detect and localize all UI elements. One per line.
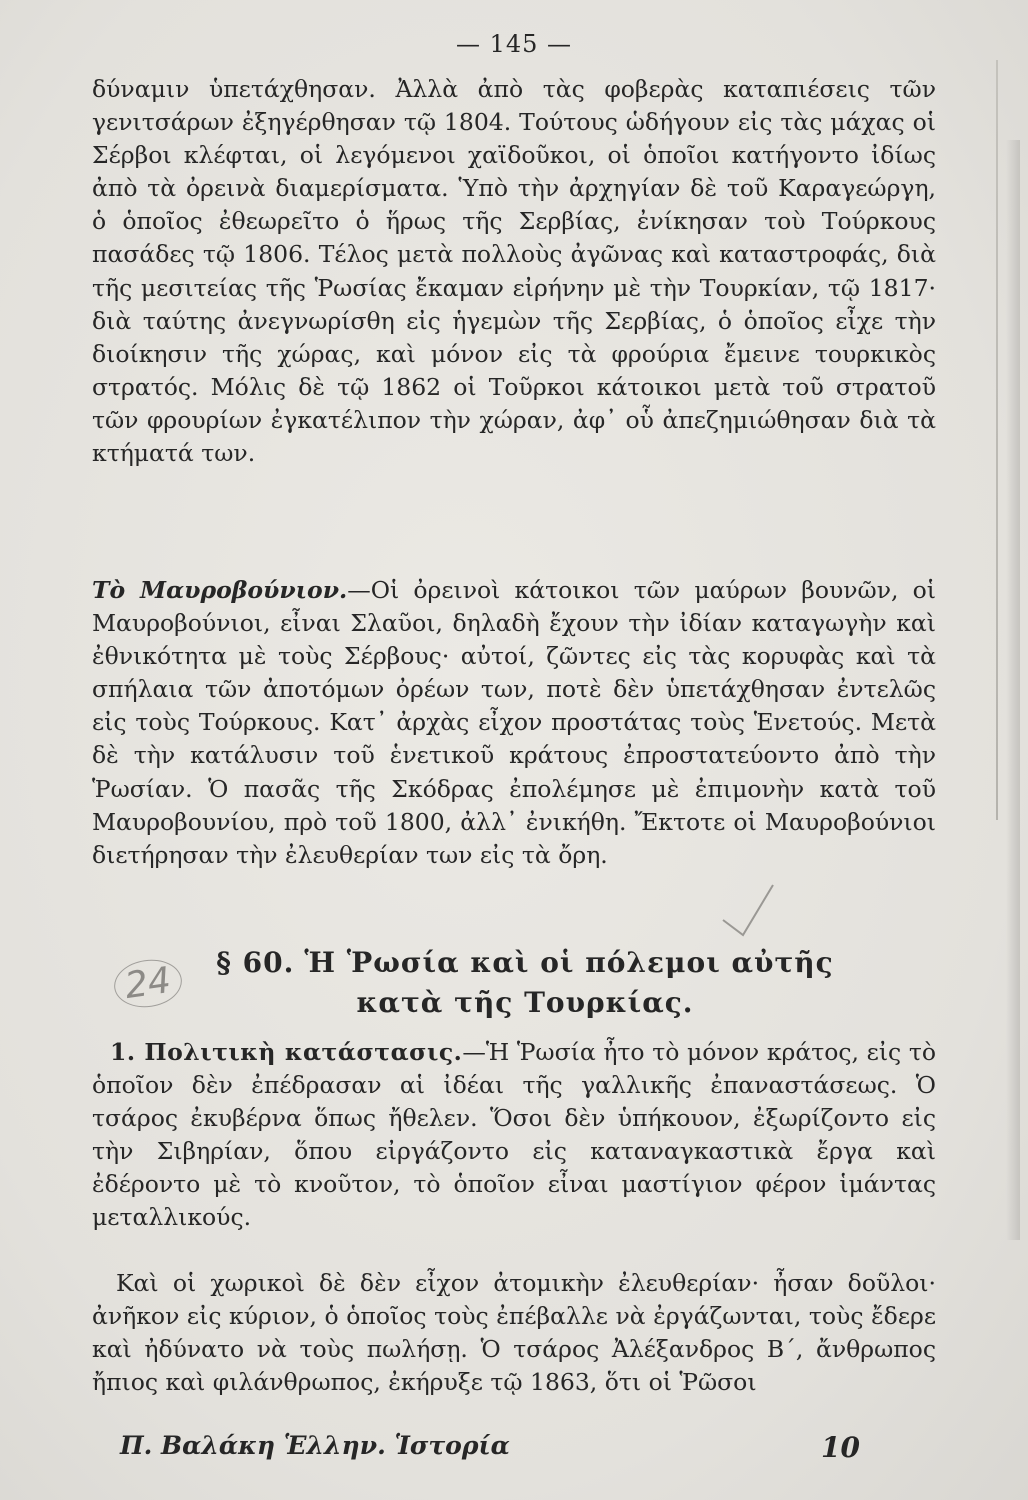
section-heading [175, 943, 875, 1023]
page-footer [120, 1431, 860, 1464]
runin-heading: 1. Πολιτικὴ κατάστασις. [110, 1038, 463, 1066]
footer-signature: Π. Βαλάκη Ἑλλην. Ἱστορία [120, 1431, 510, 1460]
paragraph-montenegro [92, 574, 936, 872]
paragraph-body [92, 574, 936, 872]
paragraph-text: —Οἱ ὀρεινοὶ κάτοικοι τῶν μαύρων βουνῶν, οἱ Μαυροβούνιοι, εἶναι Σλαῦοι, δηλαδὴ ἔχουν τὴν ἰδίαν καταγωγὴν καὶ ἐθνικότητα μὲ τοὺς Σέρβους· αὐτοί, ζῶντες εἰς τὰς κορυφὰς καὶ τὰ σπήλαια τῶν ἀποτόμων ὀρέων των, ποτὲ δὲν ὑπετάχθησαν ἐντελῶς εἰς τοὺς Τούρκους. Κατ᾽ ἀρχὰς εἶχον προστάτας τοὺς Ἑνετούς. Μετὰ δὲ τὴν κατάλυσιν τοῦ ἑνετικοῦ κράτους ἐπροστατεύοντο ἀπὸ τὴν Ῥωσίαν. Ὁ πασᾶς τῆς Σκόδρας ἐπολέμησε μὲ ἐπιμονὴν κατὰ τοῦ Μαυροβουνίου, πρὸ τοῦ 1800, ἀλλ᾽ ἐνικήθη. Ἔκτοτε οἱ Μαυροβούνιοι διετήρησαν τὴν ἐλευθερίαν των εἰς τὰ ὄρη. [92, 576, 937, 869]
paragraph-body [92, 1036, 936, 1235]
section-number: § 60. [216, 946, 295, 979]
page-fold-line [996, 60, 998, 820]
paragraph-text: Καὶ οἱ χωρικοὶ δὲ δὲν εἶχον ἀτομικὴν ἐλευθερίαν· ἦσαν δοῦλοι· ἀνῆκον εἰς κύριον, ὁ ὁποῖος τοὺς ἐπέβαλλε νὰ ἐργάζωνται, τοὺς ἔδερε καὶ ἠδύνατο νὰ τοὺς πωλήσῃ. Ὁ τσάρος Ἀλέξανδρος Β´, ἄνθρωπος ἤπιος καὶ φιλάνθρωπος, ἐκήρυξε τῷ 1863, ὅτι οἱ Ῥῶσοι [92, 1269, 936, 1397]
pencil-annotation: 24 [111, 956, 185, 1012]
paragraph-serfdom [92, 1267, 936, 1399]
section-title-line-1 [175, 943, 875, 983]
section-title-line-2: κατὰ τῆς Τουρκίας. [356, 986, 694, 1019]
page-edge-shadow [1006, 140, 1020, 1240]
paragraph-text: —Ἡ Ῥωσία ἦτο τὸ μόνον κράτος, εἰς τὸ ὁποῖον δὲν ἐπέδρασαν αἱ ἰδέαι τῆς γαλλικῆς ἐπαναστάσεως. Ὁ τσάρος ἐκυβέρνα ὅπως ἤθελεν. Ὅσοι δὲν ὑπήκουον, ἐξωρίζοντο εἰς τὴν Σιβηρίαν, ὅπου εἰργάζοντο εἰς καταναγκαστικὰ ἔργα καὶ ἐδέροντο μὲ τὸ κνοῦτον, τὸ ὁποῖον εἶναι μαστίγιον φέρον ἱμάντας μεταλλικούς. [92, 1038, 936, 1232]
runin-heading: Τὸ Μαυροβούνιον. [92, 576, 348, 604]
paragraph-political-situation [92, 1036, 936, 1235]
section-title-text: Ἡ Ῥωσία καὶ οἱ πόλεμοι αὐτῆς [304, 946, 834, 979]
signature-number: 10 [821, 1431, 860, 1464]
paragraph-serbia [92, 73, 936, 470]
pencil-check-mark [718, 880, 778, 940]
paragraph-text: δύναμιν ὑπετάχθησαν. Ἀλλὰ ἀπὸ τὰς φοβερὰς καταπιέσεις τῶν γενιτσάρων ἐξηγέρθησαν τῷ 1804. Τούτους ὡδήγουν εἰς τὰς μάχας οἱ Σέρβοι κλέφται, οἱ λεγόμενοι χαϊδοῦκοι, οἱ ὁποῖοι κατήγοντο ἰδίως ἀπὸ τὰ ὀρεινὰ διαμερίσματα. Ὑπὸ τὴν ἀρχηγίαν δὲ τοῦ Καραγεώργη, ὁ ὁποῖος ἐθεωρεῖτο ὁ ἥρως τῆς Σερβίας, ἐνίκησαν τοὺ Τούρκους πασάδες τῷ 1806. Τέλος μετὰ πολλοὺς ἀγῶνας καὶ καταστροφάς, διὰ τῆς μεσιτείας τῆς Ῥωσίας ἔκαμαν εἰρήνην μὲ τὴν Τουρκίαν, τῷ 1817· διὰ ταύτης ἀνεγνωρίσθη εἰς ἡγεμὼν τῆς Σερβίας, ὁ ὁποῖος εἶχε τὴν διοίκησιν τῆς χώρας, καὶ μόνον εἰς τὰ φρούρια ἔμεινε τουρκικὸς στρατός. Μόλις δὲ τῷ 1862 οἱ Τοῦρκοι κάτοικοι μετὰ τοῦ στρατοῦ τῶν φρουρίων ἐγκατέλιπον τὴν χώραν, ἀφ᾽ οὗ ἀπεζημιώθησαν διὰ τὰ κτήματά των. [92, 75, 936, 468]
page-number: — 145 — [455, 30, 573, 58]
